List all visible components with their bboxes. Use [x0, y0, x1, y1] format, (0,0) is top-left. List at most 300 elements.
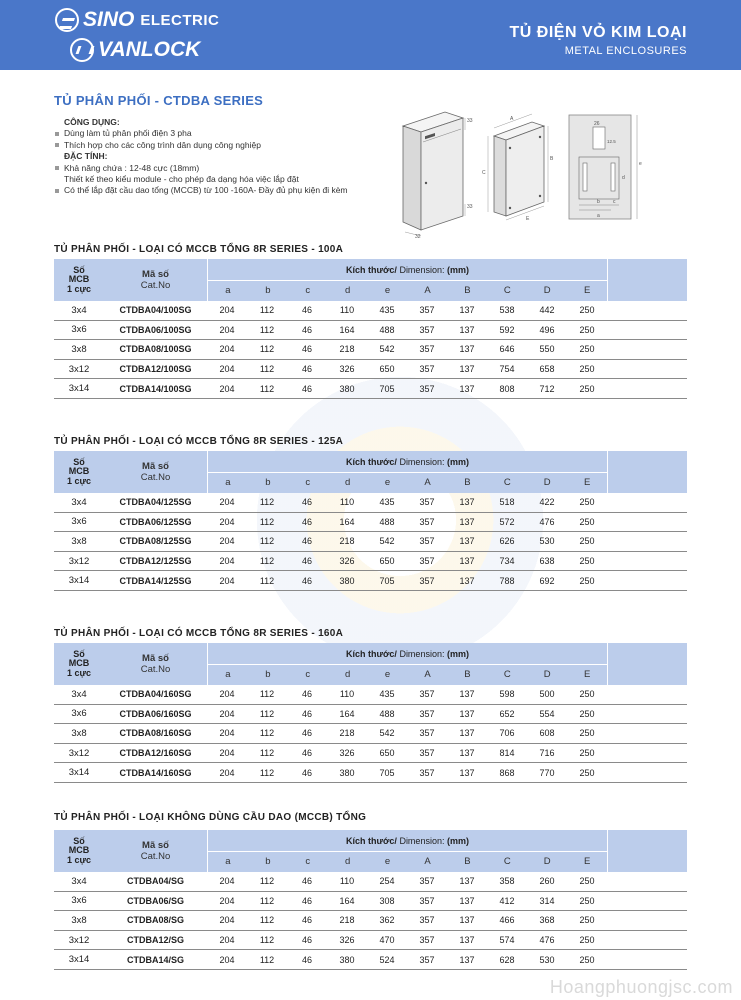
cat-no-cell: CTDBA12/160SG	[119, 748, 192, 759]
table-row	[54, 360, 687, 380]
header-text: Mã số	[142, 840, 169, 851]
mcb-count-cell: 3x6	[71, 895, 87, 907]
cat-no-cell: CTDBA06/SG	[126, 895, 184, 906]
dimension-cell: 380	[339, 383, 355, 394]
dimension-cell: 250	[579, 536, 595, 547]
dimension-column-header: a	[225, 477, 231, 488]
dimension-cell: 110	[339, 305, 355, 316]
dimension-column-header: c	[305, 285, 311, 296]
dim-label: E	[526, 216, 530, 222]
dimension-column-header: A	[424, 669, 431, 680]
dimension-cell: 260	[539, 876, 555, 887]
dimension-cell: 435	[379, 305, 395, 316]
dimension-cell: 112	[259, 708, 275, 719]
dim-label: 26	[594, 121, 600, 127]
section-title: TỦ PHÂN PHỐI - LOẠI CÓ MCCB TỔNG 8R SERIES - 100A	[54, 244, 344, 255]
mcb-count-cell: 3x4	[71, 875, 87, 887]
dimension-cell: 137	[459, 305, 475, 316]
dimension-cell: 204	[219, 575, 235, 586]
dimension-cell: 658	[539, 364, 555, 375]
dimension-cell: 112	[259, 876, 275, 887]
dimension-cell: 164	[339, 324, 355, 335]
dimension-cell: 46	[301, 689, 312, 700]
dimension-cell: 422	[539, 497, 555, 508]
dimension-cell: 706	[499, 728, 515, 739]
dimension-cell: 112	[259, 344, 275, 355]
dimension-cell: 137	[459, 536, 475, 547]
dimension-cell: 466	[499, 915, 515, 926]
dimension-column-header: D	[543, 669, 551, 680]
header-text: MCB	[68, 658, 90, 669]
cat-no-cell: CTDBA12/100SG	[119, 364, 192, 375]
header-text: MCB	[68, 274, 90, 285]
dimension-cell: 46	[301, 324, 312, 335]
usage-item: Dùng làm tủ phân phối điện 3 pha	[54, 128, 394, 139]
footer-watermark: Hoangphuongjsc.com	[549, 977, 733, 997]
dimension-cell: 496	[539, 324, 555, 335]
dimension-cell: 357	[419, 556, 435, 567]
dimension-column-header: a	[225, 669, 231, 680]
header-text: 1 cực	[66, 854, 92, 865]
header-mcb-count	[54, 259, 104, 301]
dimension-cell: 754	[499, 364, 515, 375]
dimension-cell: 137	[459, 344, 475, 355]
dimension-cell: 137	[459, 324, 475, 335]
dimension-cell: 46	[301, 728, 312, 739]
header-cat-no	[104, 830, 207, 872]
dim-label: b	[597, 199, 600, 205]
dimension-cell: 524	[379, 954, 395, 965]
dimension-cell: 137	[459, 556, 475, 567]
dimension-cell: 204	[219, 935, 235, 946]
dimension-cell: 112	[259, 364, 275, 375]
dimension-cell: 638	[539, 556, 555, 567]
header-title: TỦ ĐIỆN VỎ KIM LOẠI	[509, 24, 687, 41]
mcb-count-cell: 3x8	[71, 535, 87, 547]
dimension-column-header: A	[424, 285, 431, 296]
section-title: TỦ PHÂN PHỐI - LOẠI KHÔNG DÙNG CẦU DAO (MCCB) TỔNG	[54, 812, 367, 823]
dimension-cell: 137	[459, 575, 475, 586]
dimension-cell: 46	[301, 575, 312, 586]
section-title: TỦ PHÂN PHỐI - LOẠI CÓ MCCB TỔNG 8R SERIES - 125A	[54, 436, 344, 447]
header-text: (mm)	[446, 648, 469, 659]
usage-item: Thích hợp cho các công trình dân dụng công nghiệp	[54, 140, 394, 151]
dimension-cell: 357	[419, 516, 435, 527]
dimension-cell: 46	[301, 344, 312, 355]
dimension-cell: 137	[459, 748, 475, 759]
header-text: Dimension:	[396, 648, 447, 659]
dimension-cell: 204	[219, 305, 235, 316]
dimension-cell: 250	[579, 915, 595, 926]
dimension-column-header: A	[424, 856, 431, 867]
dimension-cell: 218	[339, 536, 355, 547]
dimension-cell: 204	[219, 324, 235, 335]
dimension-cell: 734	[499, 556, 515, 567]
dimension-cell: 204	[219, 344, 235, 355]
table-row	[54, 892, 687, 912]
table-row	[54, 763, 687, 783]
dimension-cell: 326	[339, 748, 355, 759]
cat-no-cell: CTDBA14/SG	[126, 954, 184, 965]
brand-sino: SINO	[83, 8, 135, 31]
dimension-cell: 204	[219, 536, 235, 547]
dimension-cell: 357	[419, 575, 435, 586]
dimension-cell: 137	[459, 767, 475, 778]
cat-no-cell: CTDBA08/125SG	[119, 536, 192, 547]
header-dimension	[207, 643, 607, 665]
mcb-count-cell: 3x4	[71, 304, 87, 316]
mcb-count-cell: 3x14	[68, 954, 90, 966]
table-row	[54, 744, 687, 764]
dimension-column-header: e	[384, 285, 391, 296]
dimension-cell: 357	[419, 689, 435, 700]
mcb-count-cell: 3x6	[71, 708, 87, 720]
table-header	[54, 643, 687, 685]
dimension-cell: 218	[339, 728, 355, 739]
dimension-cell: 435	[379, 497, 395, 508]
header-dimension	[207, 259, 607, 281]
table-row	[54, 301, 687, 321]
header-text: Số	[73, 456, 85, 467]
dimension-cell: 250	[579, 876, 595, 887]
dimension-cell: 46	[301, 516, 312, 527]
dimension-cell: 250	[579, 364, 595, 375]
header-text: Dimension:	[396, 264, 447, 275]
dimension-cell: 137	[459, 876, 475, 887]
dimension-cell: 326	[339, 364, 355, 375]
dimension-cell: 204	[219, 876, 235, 887]
table-row	[54, 532, 687, 552]
dimension-cell: 650	[379, 748, 395, 759]
header-text: 1 cực	[66, 283, 92, 294]
dimension-cell: 326	[339, 935, 355, 946]
dimension-cell: 357	[419, 383, 435, 394]
sino-logo-icon	[55, 8, 79, 32]
dimension-cell: 357	[419, 536, 435, 547]
dimension-cell: 164	[339, 708, 355, 719]
dimension-cell: 46	[301, 895, 312, 906]
cat-no-cell: CTDBA12/125SG	[119, 556, 192, 567]
dimension-column-header: D	[543, 285, 551, 296]
dimension-cell: 112	[259, 516, 275, 527]
table-row	[54, 379, 687, 399]
dimension-cell: 137	[459, 954, 475, 965]
dimension-cell: 112	[259, 575, 275, 586]
dimension-column-header: D	[543, 856, 551, 867]
dimension-cell: 868	[499, 767, 515, 778]
dimension-cell: 112	[259, 497, 275, 508]
header-text: MCB	[68, 466, 90, 477]
dimension-cell: 380	[339, 575, 355, 586]
dimension-cell: 112	[259, 728, 275, 739]
dimension-cell: 137	[459, 935, 475, 946]
mcb-count-cell: 3x4	[71, 688, 87, 700]
vanlock-logo-icon	[70, 38, 94, 62]
cat-no-cell: CTDBA08/SG	[126, 915, 184, 926]
dimension-cell: 542	[379, 728, 395, 739]
dimension-cell: 137	[459, 364, 475, 375]
cat-no-cell: CTDBA08/160SG	[119, 728, 192, 739]
brand-vanlock: VANLOCK	[98, 38, 201, 61]
dimension-cell: 204	[219, 767, 235, 778]
dimension-cell: 46	[301, 305, 312, 316]
header-mcb-count	[54, 451, 104, 493]
dimension-cell: 250	[579, 728, 595, 739]
dimension-column-header: E	[583, 856, 591, 867]
dim-label: c	[613, 199, 616, 205]
dimension-cell: 357	[419, 895, 435, 906]
dimension-cell: 476	[539, 935, 555, 946]
table-row	[54, 321, 687, 341]
dimension-cell: 574	[499, 935, 515, 946]
dimension-cell: 112	[259, 954, 275, 965]
dim-label: a	[597, 213, 600, 219]
dimension-cell: 204	[219, 497, 235, 508]
dimension-cell: 554	[539, 708, 555, 719]
dimension-cell: 112	[259, 915, 275, 926]
dimension-cell: 164	[339, 516, 355, 527]
dimension-cell: 650	[379, 364, 395, 375]
dimension-column-header: a	[225, 856, 231, 867]
dimension-cell: 476	[539, 516, 555, 527]
header-text: (mm)	[446, 264, 469, 275]
dimension-cell: 204	[219, 915, 235, 926]
cat-no-cell: CTDBA04/160SG	[119, 689, 192, 700]
dimension-cell: 628	[499, 954, 515, 965]
dimension-cell: 250	[579, 556, 595, 567]
dimension-cell: 712	[539, 383, 555, 394]
header-dimension-columns	[207, 281, 607, 301]
dimension-cell: 254	[379, 876, 395, 887]
dimension-cell: 110	[339, 876, 355, 887]
dimension-cell: 218	[339, 344, 355, 355]
table-row	[54, 872, 687, 892]
dimension-cell: 357	[419, 497, 435, 508]
mcb-count-cell: 3x8	[71, 343, 87, 355]
dimension-cell: 542	[379, 344, 395, 355]
mcb-count-cell: 3x6	[71, 516, 87, 528]
header-spacer	[607, 451, 687, 493]
dimension-cell: 488	[379, 324, 395, 335]
dimension-cell: 357	[419, 767, 435, 778]
dim-label: 33	[467, 118, 473, 124]
header-spacer	[607, 643, 687, 685]
header-subtitle: METAL ENCLOSURES	[564, 45, 687, 57]
dimension-cell: 358	[499, 876, 515, 887]
header-mcb-count	[54, 830, 104, 872]
header-text: Cat.No	[140, 472, 171, 483]
header-text: Số	[73, 835, 85, 846]
dimension-cell: 542	[379, 536, 395, 547]
series-title: TỦ PHÂN PHỐI - CTDBA SERIES	[54, 93, 264, 108]
dimension-cell: 46	[301, 497, 312, 508]
dimension-cell: 112	[259, 305, 275, 316]
header-text: Mã số	[142, 653, 169, 664]
dimension-cell: 250	[579, 344, 595, 355]
dimension-cell: 204	[219, 516, 235, 527]
dimension-cell: 250	[579, 516, 595, 527]
dimension-cell: 442	[539, 305, 555, 316]
dimension-cell: 357	[419, 935, 435, 946]
dimension-column-header: c	[305, 856, 311, 867]
cat-no-cell: CTDBA04/100SG	[119, 305, 192, 316]
dimension-column-header: b	[265, 669, 271, 680]
dimension-cell: 204	[219, 383, 235, 394]
dimension-cell: 357	[419, 728, 435, 739]
dimension-column-header: e	[384, 669, 391, 680]
dimension-column-header: B	[464, 477, 471, 488]
dimension-cell: 164	[339, 895, 355, 906]
dimension-cell: 435	[379, 689, 395, 700]
table-row	[54, 571, 687, 591]
dimension-cell: 112	[259, 748, 275, 759]
dimension-cell: 250	[579, 748, 595, 759]
header-text: Kích thước/	[346, 648, 397, 659]
dimension-cell: 46	[301, 935, 312, 946]
header-dimension-columns	[207, 473, 607, 493]
dimension-cell: 626	[499, 536, 515, 547]
cat-no-cell: CTDBA04/SG	[126, 876, 184, 887]
dimension-cell: 137	[459, 497, 475, 508]
dimension-cell: 314	[539, 895, 555, 906]
dimension-table	[54, 643, 687, 783]
dimension-cell: 46	[301, 954, 312, 965]
dim-label: 33	[467, 204, 473, 210]
dimension-cell: 488	[379, 708, 395, 719]
cat-no-cell: CTDBA06/100SG	[119, 324, 192, 335]
dim-label: e	[639, 161, 642, 167]
dim-label: 32	[415, 234, 421, 240]
header-text: Cat.No	[140, 280, 171, 291]
dimension-cell: 518	[499, 497, 515, 508]
dimension-cell: 357	[419, 915, 435, 926]
table-header	[54, 259, 687, 301]
dimension-cell: 250	[579, 767, 595, 778]
cat-no-cell: CTDBA14/100SG	[119, 383, 192, 394]
mcb-count-cell: 3x14	[68, 383, 90, 395]
cat-no-cell: CTDBA12/SG	[126, 935, 184, 946]
header-text: Kích thước/	[346, 835, 397, 846]
dimension-table	[54, 830, 687, 970]
dimension-cell: 112	[259, 767, 275, 778]
front-schematic-drawing	[567, 113, 647, 223]
dimension-column-header: b	[265, 285, 271, 296]
dimension-cell: 204	[219, 556, 235, 567]
header-spacer	[607, 259, 687, 301]
dimension-cell: 112	[259, 324, 275, 335]
header-dimension	[207, 451, 607, 473]
dimension-cell: 112	[259, 689, 275, 700]
table-row	[54, 552, 687, 572]
mcb-count-cell: 3x8	[71, 914, 87, 926]
dimension-table	[54, 259, 687, 399]
dimension-column-header: d	[345, 856, 351, 867]
enclosure-dimension-drawing	[480, 108, 560, 226]
cat-no-cell: CTDBA14/160SG	[119, 767, 192, 778]
feature-item-continued: Thiết kế theo kiểu module - cho phép đa dạng hóa việc lắp đặt	[64, 174, 299, 185]
usage-heading: CÔNG DỤNG:	[64, 117, 120, 127]
dimension-column-header: C	[503, 285, 511, 296]
dimension-cell: 598	[499, 689, 515, 700]
header-text: (mm)	[446, 835, 469, 846]
dimension-cell: 137	[459, 516, 475, 527]
dim-label: B	[550, 156, 554, 162]
features-heading: ĐẶC TÍNH:	[64, 151, 108, 162]
dimension-cell: 46	[301, 536, 312, 547]
table-header	[54, 451, 687, 493]
sino-electric-logo	[55, 8, 219, 32]
dimension-cell: 137	[459, 708, 475, 719]
dimension-cell: 368	[539, 915, 555, 926]
mcb-count-cell: 3x12	[68, 363, 90, 375]
dimension-cell: 550	[539, 344, 555, 355]
dimension-cell: 470	[379, 935, 395, 946]
dim-label: d	[622, 175, 625, 181]
dimension-cell: 137	[459, 383, 475, 394]
cat-no-cell: CTDBA04/125SG	[119, 497, 192, 508]
dimension-column-header: d	[345, 477, 351, 488]
table-row	[54, 513, 687, 533]
dimension-column-header: b	[265, 856, 271, 867]
dimension-cell: 204	[219, 728, 235, 739]
header-text: Mã số	[142, 269, 169, 280]
dimension-cell: 112	[259, 383, 275, 394]
brand-electric: ELECTRIC	[140, 11, 220, 29]
table-row	[54, 724, 687, 744]
dim-label: A	[510, 116, 514, 122]
dimension-cell: 357	[419, 364, 435, 375]
product-description	[54, 117, 394, 197]
dimension-cell: 204	[219, 895, 235, 906]
dimension-column-header: e	[384, 477, 391, 488]
dimension-cell: 110	[339, 497, 355, 508]
dimension-cell: 204	[219, 954, 235, 965]
feature-item: Khả năng chứa : 12-48 cực (18mm)	[54, 163, 394, 174]
dimension-cell: 46	[301, 767, 312, 778]
dimension-column-header: D	[543, 477, 551, 488]
header-text: MCB	[68, 845, 90, 856]
table-row	[54, 705, 687, 725]
header-text: Số	[73, 648, 85, 659]
dimension-cell: 250	[579, 305, 595, 316]
dimension-cell: 705	[379, 575, 395, 586]
dimension-cell: 326	[339, 556, 355, 567]
dimension-cell: 46	[301, 915, 312, 926]
dimension-cell: 250	[579, 497, 595, 508]
dimension-cell: 250	[579, 895, 595, 906]
dimension-cell: 110	[339, 689, 355, 700]
dimension-column-header: a	[225, 285, 231, 296]
dimension-cell: 46	[301, 556, 312, 567]
dimension-cell: 308	[379, 895, 395, 906]
mcb-count-cell: 3x14	[68, 767, 90, 779]
dimension-cell: 204	[219, 689, 235, 700]
header-cat-no	[104, 451, 207, 493]
table-row	[54, 685, 687, 705]
dimension-cell: 530	[539, 954, 555, 965]
dimension-cell: 204	[219, 364, 235, 375]
dimension-cell: 357	[419, 708, 435, 719]
dimension-cell: 500	[539, 689, 555, 700]
dimension-cell: 250	[579, 383, 595, 394]
vanlock-logo	[70, 38, 200, 62]
dimension-column-header: C	[503, 477, 511, 488]
header-text: Dimension:	[396, 456, 447, 467]
header-dimension	[207, 830, 607, 852]
header-text: Cat.No	[140, 664, 171, 675]
page-header	[0, 0, 741, 70]
header-text: (mm)	[446, 456, 469, 467]
